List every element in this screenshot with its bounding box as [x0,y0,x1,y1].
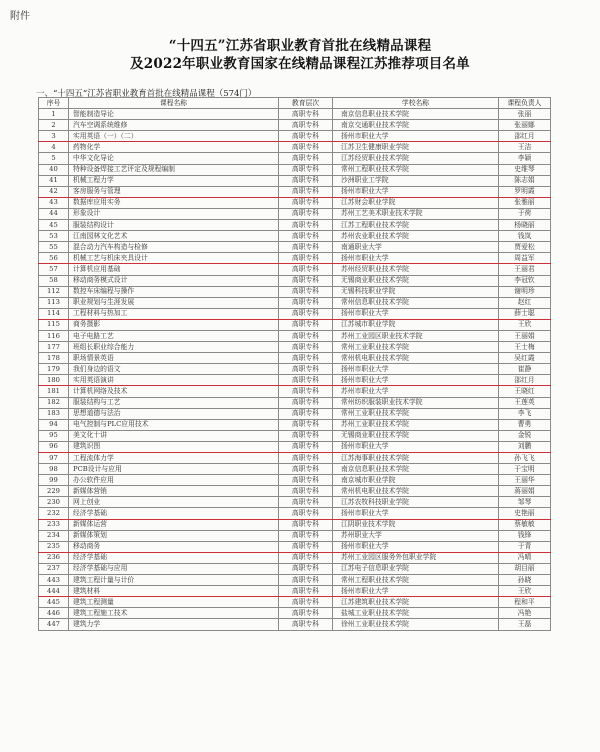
row-number: 2 [39,120,69,131]
course-name: 经济学基础与应用 [69,563,279,574]
course-name: 新媒体营销 [69,486,279,497]
course-name: 计算机网络及技术 [69,386,279,397]
table-row [39,253,551,264]
school-name: 扬州市职业大学 [333,586,499,597]
education-level: 高职专科 [279,342,333,353]
course-name: 商务摄影 [69,319,279,330]
table-row [39,441,551,452]
row-number: 177 [39,342,69,353]
course-lead: 冯晴 [499,552,551,563]
course-name: 我们身边的语文 [69,364,279,375]
row-number: 445 [39,597,69,608]
education-level: 高职专科 [279,575,333,586]
course-lead: 于青 [499,541,551,552]
education-level: 高职专科 [279,597,333,608]
course-lead: 贾爱松 [499,242,551,253]
education-level: 高职专科 [279,319,333,330]
table-row [39,530,551,541]
course-name: 数控车床编程与操作 [69,286,279,297]
table-row [39,220,551,231]
course-name: 电子电路工艺 [69,330,279,341]
table-row [39,142,551,153]
table-row [39,608,551,619]
row-number: 41 [39,175,69,186]
course-lead: 于宝明 [499,464,551,475]
table-body [39,109,551,630]
school-name: 南京交通职业技术学院 [333,120,499,131]
course-name: 工程流体力学 [69,453,279,464]
table-row [39,109,551,120]
row-number: 444 [39,586,69,597]
table-row [39,597,551,608]
course-name: 移动商务 [69,541,279,552]
education-level: 高职专科 [279,541,333,552]
row-number: 179 [39,364,69,375]
school-name: 南通职业大学 [333,242,499,253]
table-row [39,475,551,486]
school-name: 盐城工业职业技术学院 [333,608,499,619]
course-lead: 蔡敏敏 [499,519,551,530]
table-row [39,408,551,419]
education-level: 高职专科 [279,164,333,175]
table-row [39,242,551,253]
school-name: 苏州工业职业技术学院 [333,419,499,430]
education-level: 高职专科 [279,175,333,186]
row-number: 42 [39,186,69,197]
education-level: 高职专科 [279,353,333,364]
course-name: 经济学基础 [69,552,279,563]
row-number: 3 [39,131,69,142]
education-level: 高职专科 [279,197,333,208]
course-name: 经济学基础 [69,508,279,519]
school-name: 江苏海事职业技术学院 [333,453,499,464]
table-row [39,353,551,364]
row-number: 98 [39,464,69,475]
education-level: 高职专科 [279,286,333,297]
school-name: 江苏财会职业学院 [333,197,499,208]
education-level: 高职专科 [279,552,333,563]
school-name: 常州纺织服装职业技术学院 [333,397,499,408]
row-number: 115 [39,319,69,330]
education-level: 高职专科 [279,131,333,142]
row-number: 113 [39,297,69,308]
course-name: 特种设备焊接工艺评定及规程编制 [69,164,279,175]
table-row [39,430,551,441]
school-name: 常州工程职业技术学院 [333,575,499,586]
table-row [39,197,551,208]
school-name: 苏州农业职业技术学院 [333,231,499,242]
row-number: 181 [39,386,69,397]
course-name: 江南园林文化艺术 [69,231,279,242]
education-level: 高职专科 [279,530,333,541]
education-level: 高职专科 [279,109,333,120]
school-name: 江苏建筑职业技术学院 [333,597,499,608]
row-number: 443 [39,575,69,586]
course-lead: 邵红月 [499,375,551,386]
row-number: 95 [39,430,69,441]
row-number: 94 [39,419,69,430]
table-header-row [39,98,551,109]
course-name: 美文化十讲 [69,430,279,441]
table-row [39,208,551,219]
row-number: 182 [39,397,69,408]
education-level: 高职专科 [279,386,333,397]
course-lead: 史维琴 [499,164,551,175]
course-name: 数据库应用实务 [69,197,279,208]
course-name: 职场情景英语 [69,353,279,364]
course-name: 中华文化导论 [69,153,279,164]
school-name: 苏州工业园区服务外包职业学院 [333,552,499,563]
course-name: 新媒体策划 [69,530,279,541]
course-lead: 王士梅 [499,342,551,353]
header-education-level: 教育层次 [279,98,333,109]
table-row [39,619,551,630]
course-lead: 刘鹏 [499,441,551,452]
table-row [39,519,551,530]
table-row [39,286,551,297]
school-name: 扬州市职业大学 [333,508,499,519]
school-name: 南京信息职业技术学院 [333,464,499,475]
attachment-label: 附件 [10,11,30,22]
course-name: 智能制造导论 [69,109,279,120]
header-course-lead: 课程负责人 [499,98,551,109]
school-name: 扬州市职业大学 [333,541,499,552]
course-lead: 张雅丽 [499,197,551,208]
table-row [39,508,551,519]
course-lead: 王丽娟 [499,330,551,341]
school-name: 苏州经贸职业技术学院 [333,264,499,275]
row-number: 178 [39,353,69,364]
course-name: 服装结构设计 [69,220,279,231]
table-row [39,397,551,408]
course-name: 实用英语演讲 [69,375,279,386]
document-title-line-2: 及2022年职业教育国家在线精品课程江苏推荐项目名单 [130,56,470,72]
table-row [39,541,551,552]
course-lead: 王莲英 [499,397,551,408]
course-name: 建筑工程施工技术 [69,608,279,619]
table-row [39,563,551,574]
row-number: 44 [39,208,69,219]
education-level: 高职专科 [279,419,333,430]
course-name: 机械工程力学 [69,175,279,186]
school-name: 江苏电子信息职业学院 [333,563,499,574]
row-number: 1 [39,109,69,120]
course-lead: 钱岚 [499,231,551,242]
row-number: 233 [39,519,69,530]
course-lead: 史艳丽 [499,508,551,519]
row-number: 96 [39,441,69,452]
school-name: 无锡科技职业学院 [333,286,499,297]
table-row [39,297,551,308]
school-name: 常州机电职业技术学院 [333,353,499,364]
course-lead: 陈志娟 [499,175,551,186]
row-number: 53 [39,231,69,242]
course-lead: 薛士聪 [499,308,551,319]
course-lead: 孙晓 [499,575,551,586]
course-name: 建筑工程计量与计价 [69,575,279,586]
table-row [39,552,551,563]
course-name: 混合动力汽车构造与检修 [69,242,279,253]
table-row [39,175,551,186]
course-name: 实用英语（一）（二） [69,131,279,142]
education-level: 高职专科 [279,486,333,497]
education-level: 高职专科 [279,297,333,308]
education-level: 高职专科 [279,563,333,574]
table-row [39,275,551,286]
section-heading: 一、“十四五”江苏省职业教育首批在线精品课程（574门） [36,89,257,99]
table-row [39,120,551,131]
school-name: 扬州市职业大学 [333,375,499,386]
row-number: 180 [39,375,69,386]
row-number: 183 [39,408,69,419]
school-name: 常州工业职业技术学院 [333,408,499,419]
education-level: 高职专科 [279,397,333,408]
row-number: 232 [39,508,69,519]
header-course-name: 课程名称 [69,98,279,109]
row-number: 116 [39,330,69,341]
table-row [39,386,551,397]
school-name: 苏州市职业大学 [333,386,499,397]
course-lead: 于荷 [499,208,551,219]
course-name: 工程材料与热加工 [69,308,279,319]
course-name: 新媒体运营 [69,519,279,530]
course-lead: 蒋丽娟 [499,486,551,497]
education-level: 高职专科 [279,120,333,131]
education-level: 高职专科 [279,153,333,164]
course-lead: 李飞 [499,408,551,419]
course-name: 计算机应用基础 [69,264,279,275]
course-name: PCB设计与应用 [69,464,279,475]
education-level: 高职专科 [279,231,333,242]
school-name: 江苏工程职业技术学院 [333,220,499,231]
school-name: 常州机电职业技术学院 [333,486,499,497]
education-level: 高职专科 [279,453,333,464]
row-number: 446 [39,608,69,619]
education-level: 高职专科 [279,475,333,486]
course-name: 机械工艺与机床夹具设计 [69,253,279,264]
row-number: 229 [39,486,69,497]
table-row [39,186,551,197]
education-level: 高职专科 [279,375,333,386]
row-number: 114 [39,308,69,319]
course-name: 思想道德与法治 [69,408,279,419]
row-number: 97 [39,453,69,464]
course-name: 办公软件应用 [69,475,279,486]
school-name: 常州工业职业技术学院 [333,342,499,353]
course-lead: 王丽君 [499,264,551,275]
school-name: 江苏城市职业学院 [333,319,499,330]
education-level: 高职专科 [279,508,333,519]
education-level: 高职专科 [279,497,333,508]
row-number: 57 [39,264,69,275]
education-level: 高职专科 [279,364,333,375]
school-name: 江苏农牧科技职业学院 [333,497,499,508]
course-list-table [38,97,551,631]
course-lead: 冯艳 [499,608,551,619]
course-lead: 张丽 [499,109,551,120]
education-level: 高职专科 [279,142,333,153]
course-name: 职业规划与生涯发展 [69,297,279,308]
course-name: 建筑力学 [69,619,279,630]
table-row [39,364,551,375]
education-level: 高职专科 [279,275,333,286]
school-name: 江苏卫生健康职业学院 [333,142,499,153]
row-number: 56 [39,253,69,264]
course-name: 建筑识图 [69,441,279,452]
education-level: 高职专科 [279,408,333,419]
course-lead: 钱锋 [499,530,551,541]
school-name: 扬州市职业大学 [333,364,499,375]
course-lead: 谢明珍 [499,286,551,297]
course-lead: 胡目丽 [499,563,551,574]
school-name: 扬州市职业大学 [333,441,499,452]
row-number: 447 [39,619,69,630]
row-number: 55 [39,242,69,253]
course-lead: 吴红霞 [499,353,551,364]
row-number: 99 [39,475,69,486]
course-name: 建筑工程测量 [69,597,279,608]
education-level: 高职专科 [279,308,333,319]
school-name: 常州信息职业技术学院 [333,297,499,308]
row-number: 112 [39,286,69,297]
education-level: 高职专科 [279,186,333,197]
header-number: 序号 [39,98,69,109]
table-row [39,497,551,508]
education-level: 高职专科 [279,430,333,441]
course-lead: 王洁 [499,142,551,153]
course-lead: 王磊 [499,619,551,630]
school-name: 沙洲职业工学院 [333,175,499,186]
education-level: 高职专科 [279,330,333,341]
course-name: 电气控制与PLC应用技术 [69,419,279,430]
table-row [39,464,551,475]
course-lead: 王丽华 [499,475,551,486]
course-lead: 邹琴 [499,497,551,508]
education-level: 高职专科 [279,220,333,231]
table-row [39,575,551,586]
course-name: 服装结构与工艺 [69,397,279,408]
course-name: 网上创业 [69,497,279,508]
course-name: 药物化学 [69,142,279,153]
course-name: 汽车空调系统维修 [69,120,279,131]
school-name: 扬州市职业大学 [333,131,499,142]
course-name: 移动商务模式设计 [69,275,279,286]
school-name: 江阴职业技术学院 [333,519,499,530]
row-number: 5 [39,153,69,164]
school-name: 苏州职业大学 [333,530,499,541]
school-name: 南京城市职业学院 [333,475,499,486]
course-lead: 王晓红 [499,386,551,397]
school-name: 苏州工业园区职业技术学院 [333,330,499,341]
education-level: 高职专科 [279,608,333,619]
course-lead: 李冠钦 [499,275,551,286]
education-level: 高职专科 [279,253,333,264]
course-lead: 程和平 [499,597,551,608]
table-row [39,264,551,275]
school-name: 扬州市职业大学 [333,308,499,319]
table-row [39,319,551,330]
table-row [39,131,551,142]
course-name: 客房服务与管理 [69,186,279,197]
course-lead: 崔静 [499,364,551,375]
education-level: 高职专科 [279,264,333,275]
course-lead: 金锐 [499,430,551,441]
course-name: 班组长职业综合能力 [69,342,279,353]
course-name: 建筑材料 [69,586,279,597]
document-title-line-1: “十四五”江苏省职业教育首批在线精品课程 [168,38,432,54]
row-number: 234 [39,530,69,541]
education-level: 高职专科 [279,208,333,219]
table-row [39,164,551,175]
course-lead: 邵红月 [499,131,551,142]
table-row [39,342,551,353]
education-level: 高职专科 [279,586,333,597]
course-lead: 杨晓丽 [499,220,551,231]
row-number: 40 [39,164,69,175]
course-lead: 罗明霞 [499,186,551,197]
header-school-name: 学校名称 [333,98,499,109]
education-level: 高职专科 [279,464,333,475]
course-lead: 孙飞飞 [499,453,551,464]
school-name: 常州工程职业技术学院 [333,164,499,175]
table-row [39,153,551,164]
row-number: 237 [39,563,69,574]
table-row [39,231,551,242]
table-row [39,330,551,341]
education-level: 高职专科 [279,242,333,253]
course-lead: 李颖 [499,153,551,164]
row-number: 43 [39,197,69,208]
course-name: 形象设计 [69,208,279,219]
row-number: 236 [39,552,69,563]
school-name: 扬州市职业大学 [333,253,499,264]
table-row [39,308,551,319]
school-name: 无锡商业职业技术学院 [333,275,499,286]
course-lead: 王欣 [499,586,551,597]
row-number: 4 [39,142,69,153]
school-name: 徐州工业职业技术学院 [333,619,499,630]
education-level: 高职专科 [279,441,333,452]
school-name: 苏州工艺美术职业技术学院 [333,208,499,219]
education-level: 高职专科 [279,619,333,630]
school-name: 扬州市职业大学 [333,186,499,197]
course-lead: 周益军 [499,253,551,264]
course-lead: 张丽娜 [499,120,551,131]
row-number: 58 [39,275,69,286]
school-name: 无锡商业职业技术学院 [333,430,499,441]
row-number: 235 [39,541,69,552]
table-row [39,486,551,497]
school-name: 南京信息职业技术学院 [333,109,499,120]
education-level: 高职专科 [279,519,333,530]
table-row [39,453,551,464]
row-number: 230 [39,497,69,508]
school-name: 江苏经贸职业技术学院 [333,153,499,164]
course-lead: 王欣 [499,319,551,330]
course-lead: 赵红 [499,297,551,308]
course-lead: 曹勇 [499,419,551,430]
table-row [39,375,551,386]
table-row [39,419,551,430]
row-number: 45 [39,220,69,231]
table-row [39,586,551,597]
